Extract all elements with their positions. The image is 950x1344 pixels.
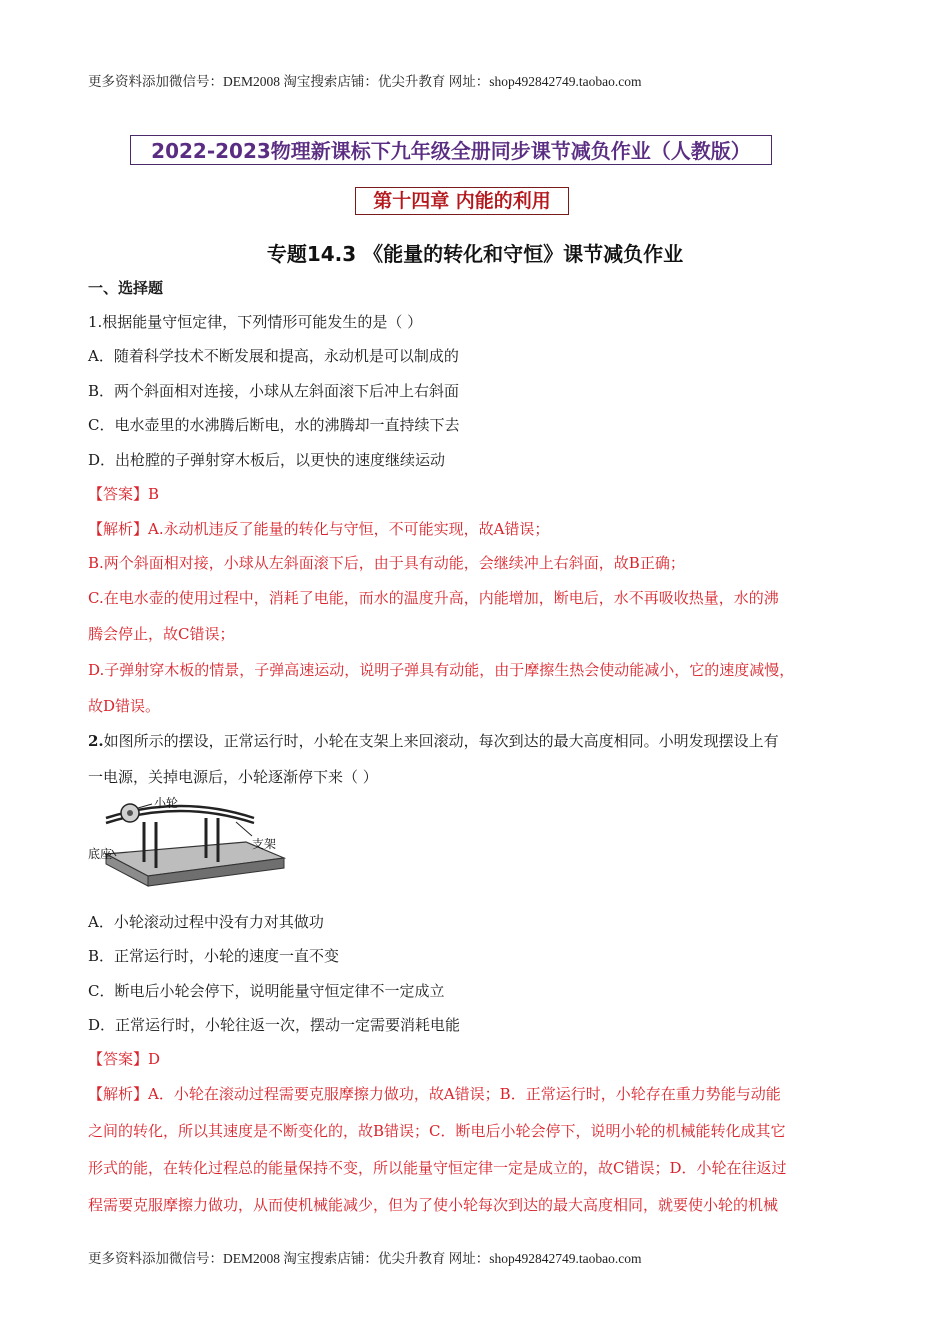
q2-stem-line: 一电源，关掉电源后，小轮逐渐停下来（ ）: [88, 768, 378, 786]
chapter-title: 第十四章 内能的利用: [355, 187, 569, 215]
q2-analysis-line: 【解析】A．小轮在滚动过程需要克服摩擦力做功，故A错误；B．正常运行时，小轮存在重力势能与动能: [88, 1085, 781, 1103]
topic-title: 专题14.3 《能量的转化和守恒》课节减负作业: [266, 242, 684, 266]
page-footer: 更多资料添加微信号：DEM2008 淘宝搜索店铺：优尖升教育 网址：shop492842749.taobao.com: [88, 1251, 642, 1266]
q2-stem-line: [88, 731, 779, 751]
q2-analysis-line: 程需要克服摩擦力做功，从而使机械能减少，但为了使小轮每次到达的最大高度相同，就要使小轮的机械: [88, 1196, 779, 1214]
q1-option-c: C．电水壶里的水沸腾后断电，水的沸腾却一直持续下去: [88, 416, 460, 434]
label-leader: [236, 822, 252, 836]
wheel-hub: [127, 810, 133, 816]
page-header: 更多资料添加微信号：DEM2008 淘宝搜索店铺：优尖升教育 网址：shop492842749.taobao.com: [88, 74, 642, 89]
q2-answer: 【答案】D: [88, 1050, 161, 1068]
q1-analysis-line: C.在电水壶的使用过程中，消耗了电能，而水的温度升高，内能增加，断电后，水不再吸收热量，水的沸: [88, 589, 779, 607]
q1-stem: 1.根据能量守恒定律，下列情形可能发生的是（ ）: [88, 313, 423, 331]
q1-analysis-line: B.两个斜面相对接，小球从左斜面滚下后，由于具有动能，会继续冲上右斜面，故B正确；: [88, 554, 685, 572]
q1-analysis-line: 腾会停止，故C错误；: [88, 625, 235, 643]
q1-option-d: D．出枪膛的子弹射穿木板后，以更快的速度继续运动: [88, 451, 446, 469]
q1-analysis-line: 故D错误。: [88, 697, 161, 715]
figure-label-base: 底座: [88, 847, 113, 861]
q2-option-d: D．正常运行时，小轮往返一次，摆动一定需要消耗电能: [88, 1016, 461, 1034]
q2-analysis-line: 之间的转化，所以其速度是不断变化的，故B错误；C．断电后小轮会停下，说明小轮的机械能转化成其它: [88, 1122, 786, 1140]
q1-analysis-line: 【解析】A.永动机违反了能量的转化与守恒，不可能实现，故A错误；: [88, 520, 550, 538]
wheel-stand-illustration: [86, 796, 286, 892]
q2-option-c: C．断电后小轮会停下，说明能量守恒定律不一定成立: [88, 982, 445, 1000]
section-heading: 一、选择题: [88, 279, 164, 297]
q2-analysis-line: 形式的能，在转化过程总的能量保持不变，所以能量守恒定律一定是成立的，故C错误；D．小轮在往返过: [88, 1159, 787, 1177]
q1-option-b: B．两个斜面相对连接，小球从左斜面滚下后冲上右斜面: [88, 382, 460, 400]
series-title: 2022-2023物理新课标下九年级全册同步课节减负作业（人教版）: [130, 135, 772, 165]
q2-option-a: A．小轮滚动过程中没有力对其做功: [88, 913, 324, 931]
q1-analysis-line: D.子弹射穿木板的情景，子弹高速运动，说明子弹具有动能，由于摩擦生热会使动能减小，它的速度减慢，: [88, 661, 795, 679]
q1-option-a: A．随着科学技术不断发展和提高，永动机是可以制成的: [88, 347, 459, 365]
wheel-on-stand-figure: [86, 796, 286, 892]
q2-option-b: B．正常运行时，小轮的速度一直不变: [88, 947, 340, 965]
q1-answer: 【答案】B: [88, 485, 160, 503]
q2-number: 2.: [88, 732, 104, 750]
figure-label-wheel: 小轮: [154, 796, 179, 810]
figure-label-stand: 支架: [252, 837, 277, 851]
q2-stem-text: 如图所示的摆设，正常运行时，小轮在支架上来回滚动，每次到达的最大高度相同。小明发现摆设上有: [103, 732, 779, 750]
